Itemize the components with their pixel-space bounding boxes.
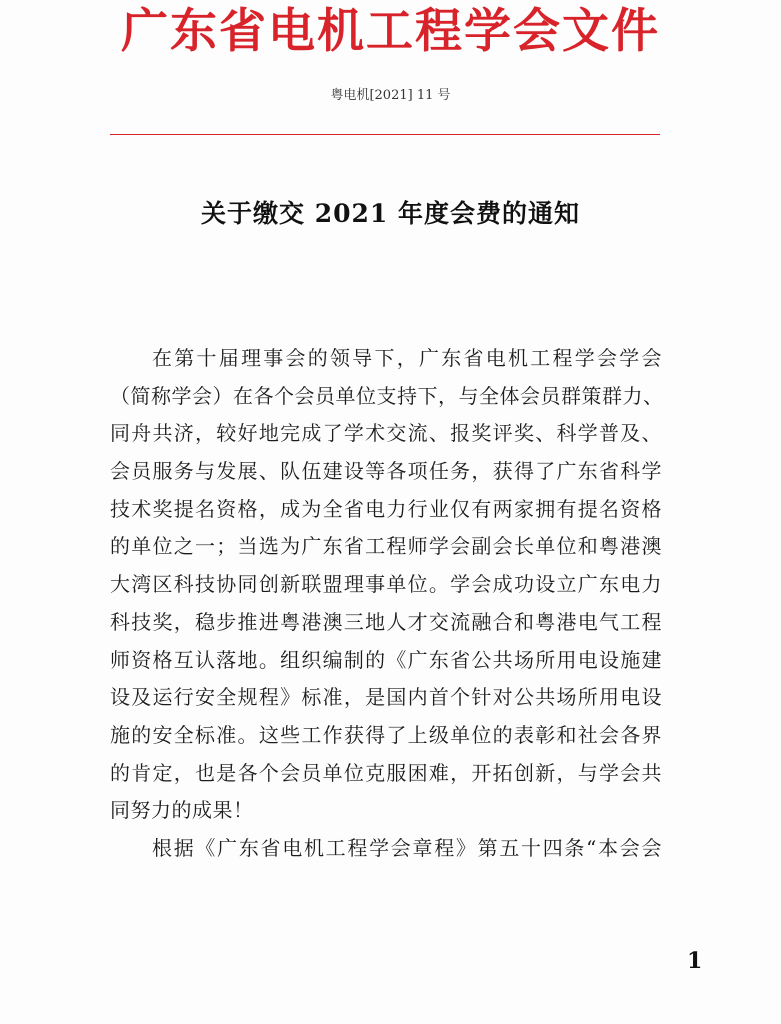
body-text — [110, 340, 662, 868]
document-title: 关于缴交 2021 年度会费的通知 — [201, 199, 580, 228]
body-line: 在第十届理事会的领导下，广东省电机工程学会学会 — [152, 346, 662, 370]
body-line: 施的安全标准。这些工作获得了上级单位的表彰和社会各界 — [110, 722, 662, 747]
body-line: 会员服务与发展、队伍建设等各项任务，获得了广东省科学 — [110, 459, 662, 484]
body-line: 师资格互认落地。组织编制的《广东省公共场所用电设施建 — [110, 647, 662, 672]
body-line: 的肯定，也是各个会员单位克服困难，开拓创新，与学会共 — [110, 760, 662, 785]
document-number: 粤电机[2021] 11 号 — [330, 88, 451, 103]
body-line: 科技奖，稳步推进粤港澳三地人才交流融合和粤港电气工程 — [110, 609, 662, 634]
body-line: 同努力的成果！ — [110, 798, 254, 823]
organization-masthead: 广东省电机工程学会文件 — [121, 4, 660, 59]
body-line: 的单位之一；当选为广东省工程师学会副会长单位和粤港澳 — [110, 534, 662, 559]
body-line: 设及运行安全规程》标准，是国内首个针对公共场所用电设 — [110, 685, 662, 710]
page-number: 1 — [687, 948, 703, 974]
body-line: 同舟共济，较好地完成了学术交流、报奖评奖、科学普及、 — [110, 421, 662, 446]
body-line: 技术奖提名资格，成为全省电力行业仅有两家拥有提名资格 — [110, 496, 662, 521]
body-line: 根据《广东省电机工程学会章程》第五十四条“本会会 — [152, 835, 662, 860]
body-line: 大湾区科技协同创新联盟理事单位。学会成功设立广东电力 — [110, 572, 662, 597]
body-line: （简称学会）在各个会员单位支持下，与全体会员群策群力、 — [110, 383, 664, 408]
red-divider-line — [110, 134, 660, 135]
